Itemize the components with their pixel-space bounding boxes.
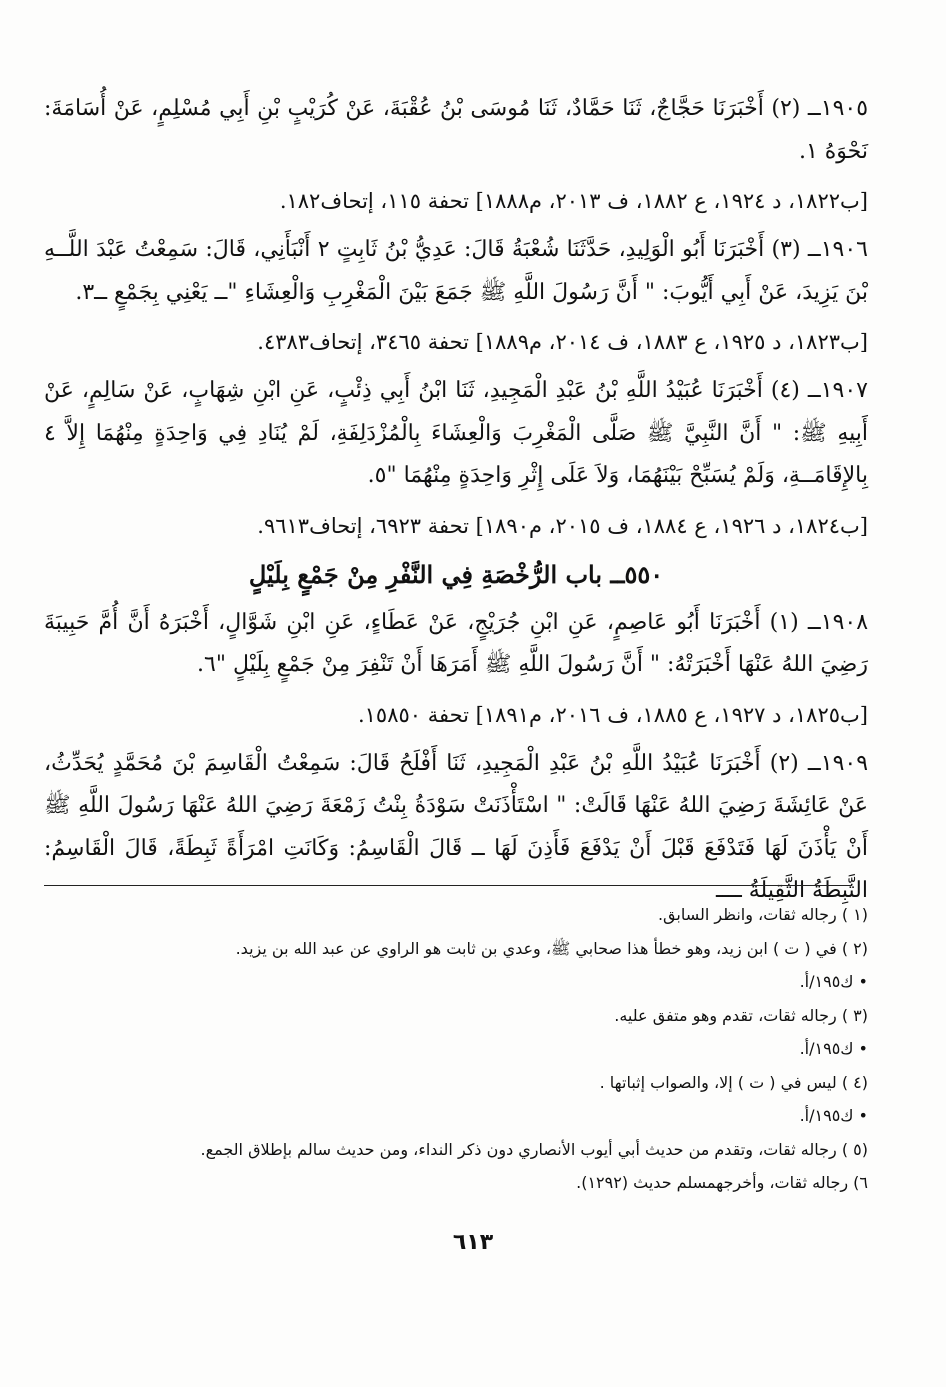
- chapter-title: ٥٥٠ــ باب الرُّخْصَةِ فِي النَّفْرِ مِنْ جَمْعٍ بِلَيْلٍ: [248, 559, 664, 589]
- reference-1905: [ب١٨٢٢، د ١٩٢٤، ع ١٨٨٢، ف ٢٠١٣، م١٨٨٨] تحفة ١١٥، إتحاف١٨٢.: [279, 189, 868, 213]
- main-text: [44, 88, 868, 921]
- page-number: ٦١٣: [452, 1230, 494, 1255]
- reference-1907: [ب١٨٢٤، د ١٩٢٦، ع ١٨٨٤، ف ٢٠١٥، م١٨٩٠] تحفة ٦٩٢٣، إتحاف٩٦١٣.: [257, 513, 868, 538]
- footnote-6: ٦) رجاله ثقات، وأخرجهمسلم حديث (١٢٩٢).: [576, 1173, 868, 1192]
- reference-1906: [ب١٨٢٣، د ١٩٢٥، ع ١٨٨٣، ف ٢٠١٤، م١٨٨٩] تحفة ٣٤٦٥، إتحاف٤٣٨٣.: [257, 330, 868, 354]
- footnote-2: (٢ ) في ( ت ) ابن زيد، وهو خطأ هذا صحابي ﷺ، وعدي بن ثابت هو الراوي عن عبد الله بن يزيد.: [235, 938, 868, 958]
- footnote-divider: [44, 885, 852, 886]
- hadith-1909: ١٩٠٩ــ (٢) أَخْبَرَنَا عُبَيْدُ اللَّهِ بْنُ عَبْدِ الْمَجِيدِ، ثَنَا أَفْلَحُ قَالَ: سَمِعْتُ الْقَاسِمَ بْنَ مُحَمَّدٍ يُحَدِّثُ، عَنْ عَائِشَةَ رَضِيَ اللهُ عَنْهَا قَالَتْ: " اسْتَأْذَنَتْ سَوْدَةُ بِنْتُ زَمْعَةَ رَضِيَ اللهُ عَنْهَا رَسُولَ اللَّهِ ﷺ أَنْ يَأْذَنَ لَهَا فَتَدْفَعَ قَبْلَ أَنْ يَدْفَعَ فَأَذِنَ لَهَا ــ قَالَ الْقَاسِمُ: وَكَانَتِ امْرَأَةً ثَبِطَةً، قَالَ الْقَاسِمُ: الثَّبِطَةُ الثَّقِيلَةُ ــــ: [44, 750, 869, 903]
- manuscript-marker: • ك١٩٥/أ.: [799, 1039, 868, 1058]
- footnote-4: (٤ ) ليس في ( ت ) إلا، والصواب إثباتها .: [599, 1072, 868, 1092]
- manuscript-marker: • ك١٩٥/أ.: [799, 972, 868, 991]
- reference-1908: [ب١٨٢٥، د ١٩٢٧، ع ١٨٨٥، ف ٢٠١٦، م١٨٩١] تحفة ١٥٨٥٠.: [357, 702, 868, 727]
- manuscript-marker: • ك١٩٥/أ.: [799, 1106, 868, 1125]
- footnote-3: (٣ ) رجاله ثقات، تقدم وهو متفق عليه.: [614, 1005, 868, 1025]
- hadith-1906: ١٩٠٦ــ (٣) أَخْبَرَنَا أَبُو الْوَلِيدِ، حَدَّثَنَا شُعْبَةُ قَالَ: عَدِيُّ بْنُ ثَابِتٍ ٢ أَنْبَأَنِي، قَالَ: سَمِعْتُ عَبْدَ اللَّــهِ بْنَ يَزِيدَ، عَنْ أَبِي أَيُّوبَ: " أَنَّ رَسُولَ اللَّهِ ﷺ جَمَعَ بَيْنَ الْمَغْرِبِ وَالْعِشَاءِ "ــ يَعْنِي بِجَمْعٍ ــ٣.: [44, 237, 868, 305]
- footnotes: [78, 898, 868, 1200]
- hadith-1905: ١٩٠٥ــ (٢) أَخْبَرَنَا حَجَّاجٌ، ثَنَا حَمَّادٌ، ثَنَا مُوسَى بْنُ عُقْبَةَ، عَنْ كُرَيْبٍ بْنِ أَبِي مُسْلِمٍ، عَنْ أُسَامَةَ: نَحْوَهُ ١.: [44, 96, 869, 164]
- hadith-1908: ١٩٠٨ــ (١) أَخْبَرَنَا أَبُو عَاصِمٍ، عَنِ ابْنِ جُرَيْجٍ، عَنْ عَطَاءٍ، عَنِ ابْنِ شَوَّالٍ، أَخْبَرَهُ أَنَّ أُمَّ حَبِيبَةَ رَضِيَ اللهُ عَنْهَا أَخْبَرَتْهُ: " أَنَّ رَسُولَ اللَّهِ ﷺ أَمَرَهَا أَنْ تَنْفِرَ مِنْ جَمْعٍ بِلَيْلٍ "٦.: [44, 609, 869, 677]
- footnote-5: (٥ ) رجاله ثقات، وتقدم من حديث أبي أيوب الأنصاري دون ذكر النداء، ومن حديث سالم بإطلاق الجمع.: [200, 1139, 868, 1159]
- footnote-1: (١ ) رجاله ثقات، وانظر السابق.: [657, 905, 868, 924]
- hadith-1907: ١٩٠٧ــ (٤) أَخْبَرَنَا عُبَيْدُ اللَّهِ بْنُ عَبْدِ الْمَجِيدِ، ثَنَا ابْنُ أَبِي ذِئْبٍ، عَنِ ابْنِ شِهَابٍ، عَنْ سَالِمٍ، عَنْ أَبِيهِ ﷺ: " أَنَّ النَّبِيَّ ﷺ صَلَّى الْمَغْرِبَ وَالْعِشَاءَ بِالْمُزْدَلِفَةِ، لَمْ يُنَادِ فِي وَاحِدَةٍ مِنْهُمَا إِلاَّ ٤ بِالإِقَامَــةِ، وَلَمْ يُسَبِّحْ بَيْنَهُمَا، وَلاَ عَلَى إِثْرِ وَاحِدَةٍ مِنْهُمَا "٥.: [44, 378, 868, 488]
